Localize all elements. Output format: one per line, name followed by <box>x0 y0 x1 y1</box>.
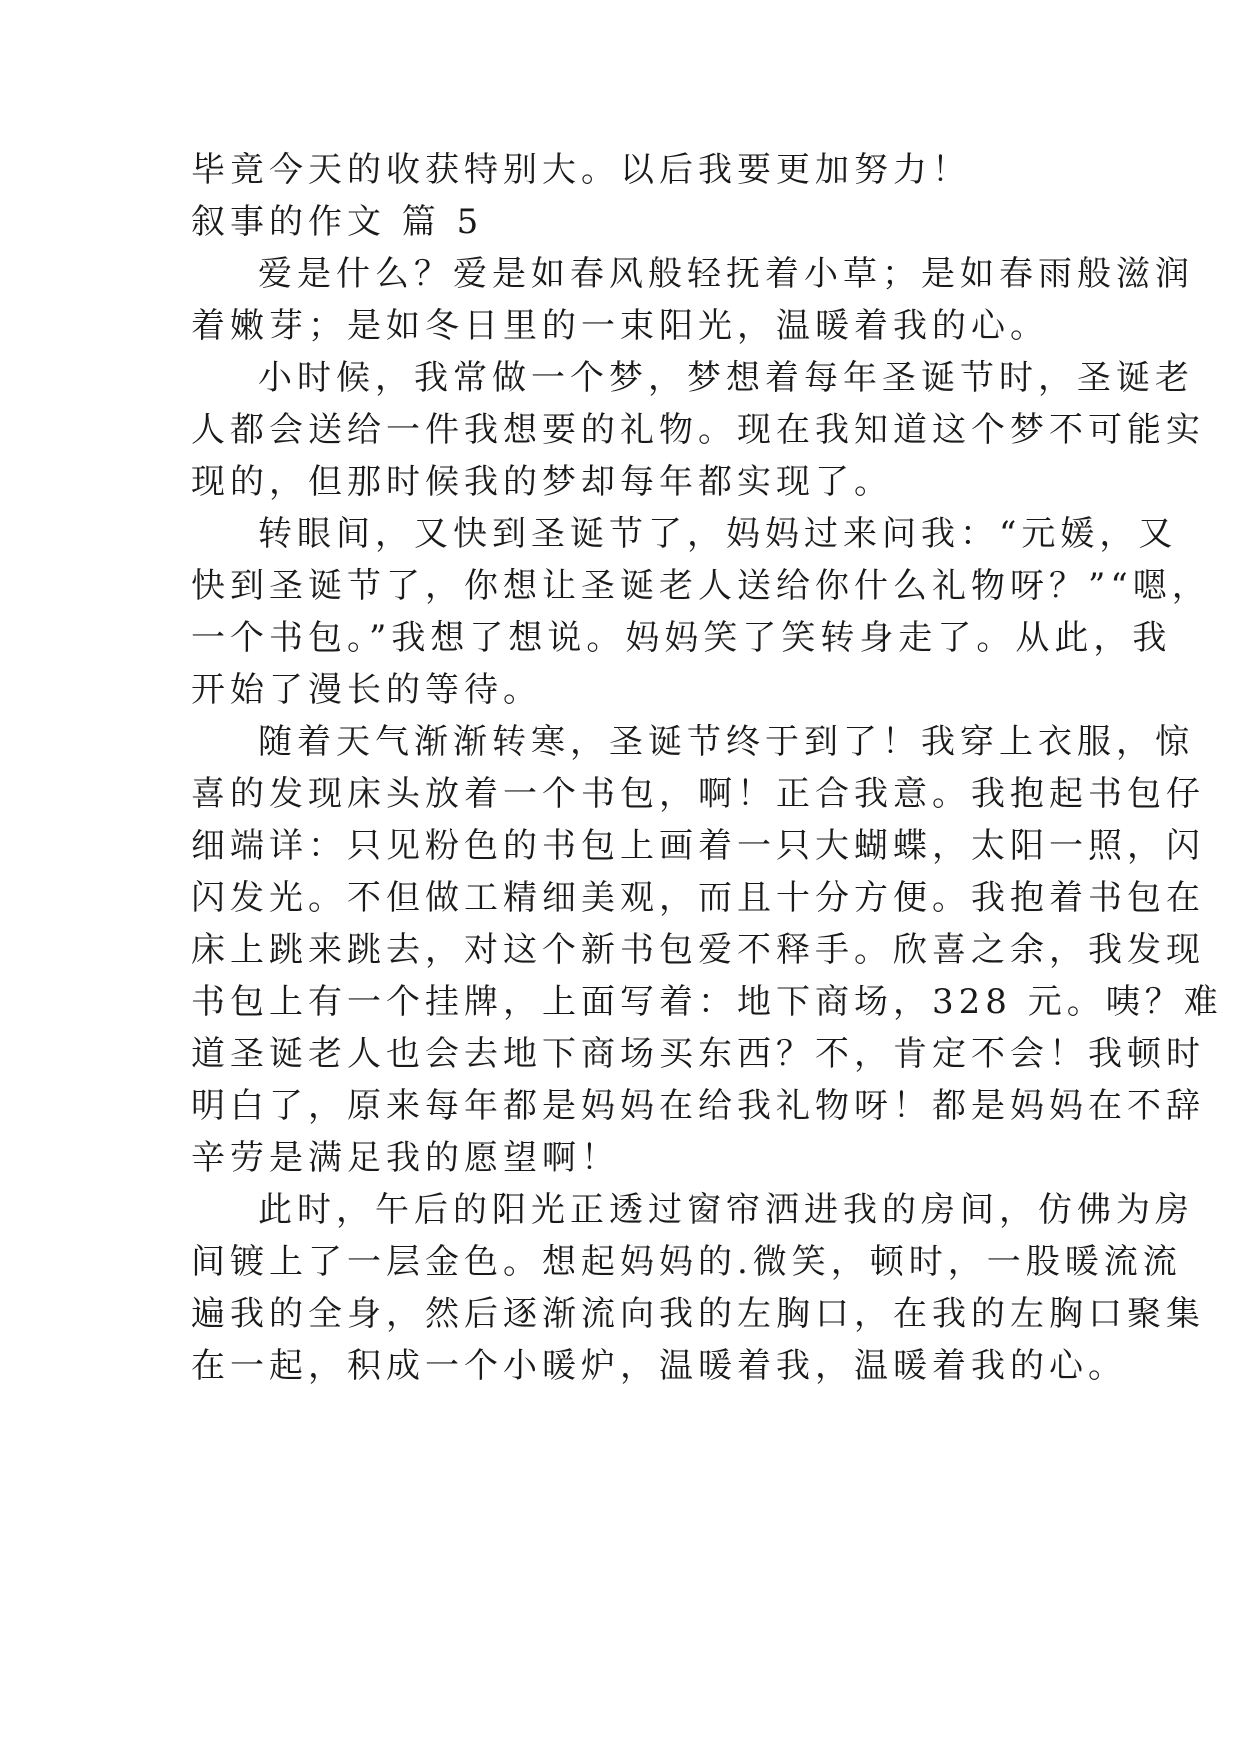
paragraph-line: 辛劳是满足我的愿望啊！ <box>191 1138 620 1178</box>
continuation-line: 毕竟今天的收获特别大。以后我要更加努力！ <box>191 150 971 190</box>
paragraph-line: 明白了，原来每年都是妈妈在给我礼物呀！都是妈妈在不辞 <box>191 1086 1205 1126</box>
paragraph-line: 间镀上了一层金色。想起妈妈的.微笑，顿时，一股暖流流 <box>191 1242 1182 1282</box>
paragraph-line: 喜的发现床头放着一个书包，啊！正合我意。我抱起书包仔 <box>191 774 1205 814</box>
paragraph-line: 此时，午后的阳光正透过窗帘洒进我的房间，仿佛为房 <box>258 1190 1194 1230</box>
paragraph-line: 人都会送给一件我想要的礼物。现在我知道这个梦不可能实 <box>191 410 1205 450</box>
paragraph-line: 在一起，积成一个小暖炉，温暖着我，温暖着我的心。 <box>191 1346 1127 1386</box>
paragraph-line: 细端详：只见粉色的书包上画着一只大蝴蝶，太阳一照，闪 <box>191 826 1205 866</box>
paragraph-line: 着嫩芽；是如冬日里的一束阳光，温暖着我的心。 <box>191 306 1049 346</box>
paragraph-line: 小时候，我常做一个梦，梦想着每年圣诞节时，圣诞老 <box>258 358 1194 398</box>
paragraph-line: 随着天气渐渐转寒，圣诞节终于到了！我穿上衣服，惊 <box>258 722 1194 762</box>
paragraph-line: 快到圣诞节了，你想让圣诞老人送给你什么礼物呀？”“嗯， <box>191 566 1211 606</box>
paragraph-line: 道圣诞老人也会去地下商场买东西？不，肯定不会！我顿时 <box>191 1034 1205 1074</box>
paragraph-line: 开始了漫长的等待。 <box>191 670 542 710</box>
paragraph-line: 爱是什么？爱是如春风般轻抚着小草；是如春雨般滋润 <box>258 254 1194 294</box>
paragraph-line: 转眼间，又快到圣诞节了，妈妈过来问我：“元媛，又 <box>258 514 1178 554</box>
paragraph-line: 现的，但那时候我的梦却每年都实现了。 <box>191 462 893 502</box>
paragraph-line: 闪发光。不但做工精细美观，而且十分方便。我抱着书包在 <box>191 878 1205 918</box>
section-heading: 叙事的作文 篇 5 <box>191 202 484 242</box>
paragraph-line: 遍我的全身，然后逐渐流向我的左胸口，在我的左胸口聚集 <box>191 1294 1205 1334</box>
paragraph-line: 书包上有一个挂牌，上面写着：地下商场，328 元。咦？难 <box>191 982 1223 1022</box>
paragraph-line: 床上跳来跳去，对这个新书包爱不释手。欣喜之余，我发现 <box>191 930 1205 970</box>
paragraph-line: 一个书包。”我想了想说。妈妈笑了笑转身走了。从此，我 <box>191 618 1172 658</box>
